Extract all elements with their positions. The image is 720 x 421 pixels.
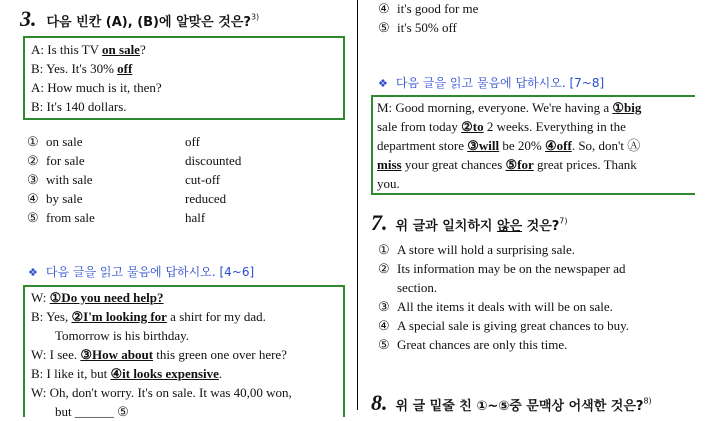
passage-line — [377, 136, 695, 155]
passage-text: but ______ ⑤ — [55, 404, 129, 419]
underlined-phrase: ②to — [461, 119, 484, 134]
option-a: on sale — [46, 134, 83, 149]
underlined-phrase: ⑤for — [505, 157, 534, 172]
option-b: half — [185, 210, 206, 225]
option-number: ③ — [378, 299, 390, 314]
option-a: by sale — [46, 191, 83, 206]
passage-text: Yes, — [43, 309, 72, 324]
passage-text: I see. — [46, 347, 81, 362]
option-text: Its information may be on the newspaper ad — [397, 261, 626, 276]
q7-footnote: 7) — [559, 216, 568, 226]
passage-text: your great chances — [401, 157, 506, 172]
passage-text: this green one over here? — [153, 347, 287, 362]
q3-header — [20, 6, 259, 32]
passage-line — [31, 383, 343, 402]
option-text: it's 50% off — [397, 20, 457, 35]
speaker-label: A: — [31, 80, 44, 95]
option-text: A special sale is giving great chances to buy. — [397, 318, 630, 333]
speaker-label: B: — [31, 61, 44, 76]
dialogue-line — [31, 97, 343, 116]
passage1-box — [23, 285, 345, 417]
dialogue-line — [31, 40, 343, 59]
passage-line — [31, 402, 343, 421]
underlined-phrase: ①Do you need help? — [49, 290, 164, 305]
passage1-instruction — [28, 263, 254, 281]
dialogue-text: ? — [139, 42, 146, 57]
q8-number: 8. — [371, 390, 388, 415]
dialogue-line — [31, 78, 343, 97]
passage-text: Oh, don't worry. It's on sale. It was 40,00 won, — [46, 385, 292, 400]
underlined-phrase: ④off — [545, 138, 572, 153]
passage-line — [31, 326, 343, 345]
passage-text: I like it, but — [43, 366, 111, 381]
passage-text: great prices. Thank — [533, 157, 637, 172]
q3-dialogue — [25, 38, 343, 116]
passage-text: . — [218, 366, 223, 381]
option-text: A store will hold a surprising sale. — [397, 242, 576, 257]
passage1-lines — [25, 287, 343, 421]
speaker-label: B: — [31, 309, 44, 324]
q3-number: 3. — [20, 6, 37, 31]
q7-prompt-pre: 위 글과 일치하지 — [395, 219, 497, 234]
q3-prompt: 다음 빈칸 (A), (B)에 알맞은 것은? — [46, 15, 251, 30]
underlined-phrase: ③How about — [80, 347, 154, 362]
dialogue-line — [31, 59, 343, 78]
option-number: ① — [378, 242, 390, 257]
diamond-icon: ❖ — [28, 266, 38, 279]
speaker-label: A: — [31, 42, 44, 57]
option-b: off — [185, 134, 200, 149]
speaker-label: W: — [31, 347, 47, 362]
underlined-answer: on sale — [102, 42, 140, 57]
q8-header — [371, 390, 652, 416]
dialogue-text: It's 140 dollars. — [43, 99, 127, 114]
q3-footnote: 3) — [250, 12, 260, 22]
dialogue-text: How much is it, then? — [44, 80, 162, 95]
passage-text: M: Good morning, everyone. We're having a — [377, 100, 613, 115]
speaker-label: W: — [31, 290, 47, 305]
passage2-instruction-text: 다음 글을 읽고 물음에 답하시오. [7~8] — [395, 76, 605, 90]
q7-header — [371, 210, 568, 236]
dialogue-text: Is this TV — [44, 42, 103, 57]
option-a: from sale — [46, 210, 95, 225]
option-number: ② — [378, 261, 390, 276]
option-number: ④ — [27, 191, 39, 206]
passage-line — [31, 345, 343, 364]
passage-text: be 20% — [499, 138, 545, 153]
passage2-box — [371, 95, 695, 195]
column-divider — [357, 0, 358, 410]
option-number: ⑤ — [378, 337, 390, 352]
option-b: discounted — [185, 153, 242, 168]
passage-line — [31, 307, 343, 326]
underlined-phrase: ①big — [612, 100, 642, 115]
option-number: ③ — [27, 172, 39, 187]
passage-line — [377, 174, 695, 193]
option-number: ④ — [378, 1, 390, 16]
option-number: ④ — [378, 318, 390, 333]
passage-text: Tomorrow is his birthday. — [55, 328, 190, 343]
passage-line — [377, 98, 695, 117]
q7-prompt-post: 것은? — [522, 219, 560, 234]
passage-text: department store — [377, 138, 468, 153]
option-a: for sale — [46, 153, 85, 168]
option-number: ② — [27, 153, 39, 168]
q7-number: 7. — [371, 210, 388, 235]
underlined-phrase: miss — [377, 157, 402, 172]
option-text: section. — [397, 280, 438, 295]
q8-prompt: 위 글 밑줄 친 ①~⑤중 문맥상 어색한 것은? — [395, 399, 644, 414]
option-b: cut-off — [185, 172, 221, 187]
passage-line — [377, 117, 695, 136]
underlined-phrase: ③will — [467, 138, 500, 153]
passage-text: sale from today — [377, 119, 462, 134]
passage2-instruction — [378, 74, 604, 92]
speaker-label: W: — [31, 385, 47, 400]
passage-text: a shirt for my dad. — [166, 309, 266, 324]
option-text: Great chances are only this time. — [397, 337, 568, 352]
option-text: All the items it deals with will be on sale. — [397, 299, 613, 314]
passage-text: . So, don't Ⓐ — [571, 138, 641, 153]
q3-dialogue-box — [23, 36, 345, 120]
speaker-label: B: — [31, 99, 44, 114]
diamond-icon: ❖ — [378, 77, 388, 90]
passage-line — [31, 364, 343, 383]
option-b: reduced — [185, 191, 227, 206]
option-number: ① — [27, 134, 39, 149]
passage-text: you. — [377, 176, 400, 191]
passage2-lines — [373, 97, 695, 193]
speaker-label: B: — [31, 366, 44, 381]
q8-footnote: 8) — [643, 396, 652, 406]
underlined-phrase: ④it looks expensive — [110, 366, 219, 381]
option-number: ⑤ — [27, 210, 39, 225]
passage-line — [377, 155, 695, 174]
option-a: with sale — [46, 172, 93, 187]
option-number: ⑤ — [378, 20, 390, 35]
q7-prompt-underlined: 않은 — [496, 219, 523, 234]
passage1-instruction-text: 다음 글을 읽고 물음에 답하시오. [4~6] — [45, 265, 255, 279]
dialogue-text: Yes. It's 30% — [43, 61, 118, 76]
underlined-phrase: ②I'm looking for — [71, 309, 167, 324]
underlined-answer: off — [117, 61, 133, 76]
passage-line — [31, 288, 343, 307]
option-text: it's good for me — [397, 1, 479, 16]
passage-text: 2 weeks. Everything in the — [483, 119, 626, 134]
